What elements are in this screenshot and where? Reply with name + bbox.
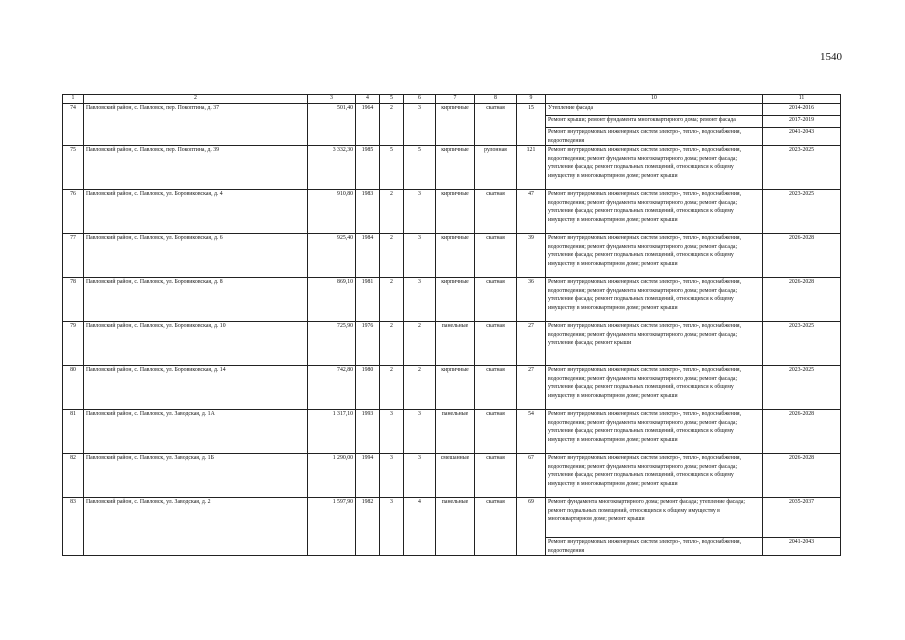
row-number: 76	[63, 190, 84, 234]
work-period-cell: 2041-2043	[763, 128, 841, 146]
address-cell: Павловский район, с. Павловск, ул. Заводская, д. 2	[84, 498, 308, 556]
column-number: 6	[404, 95, 436, 104]
area-cell: 1 317,10	[308, 410, 356, 454]
row-number: 78	[63, 278, 84, 322]
flats-count-cell: 121	[517, 146, 546, 190]
flats-count-cell: 27	[517, 322, 546, 366]
address-cell: Павловский район, с. Павловск, ул. Боровиковская, д. 6	[84, 234, 308, 278]
address-cell: Павловский район, с. Павловск, пер. Покоптина, д. 37	[84, 104, 308, 146]
column-number: 10	[546, 95, 763, 104]
row-number: 82	[63, 454, 84, 498]
floors-cell: 2	[380, 278, 404, 322]
work-description-cell: Ремонт внутридомовых инженерных систем электро-, тепло-, водоснабжения, водоотведения	[546, 538, 763, 556]
entrances-cell: 3	[404, 190, 436, 234]
work-period-cell: 2026-2028	[763, 278, 841, 322]
work-description-cell: Ремонт внутридомовых инженерных систем электро-, тепло-, водоснабжения, водоотведения; ремонт фундамента многоквартирного дома; ремонт фасада; утепление фасада; ремонт подвальных помещений, относящихся к общему имуществу в многоквартирном доме; ремонт крыши	[546, 454, 763, 498]
table-row	[63, 454, 841, 498]
entrances-cell: 3	[404, 104, 436, 146]
entrances-cell: 4	[404, 498, 436, 556]
row-number: 81	[63, 410, 84, 454]
table-row	[63, 366, 841, 410]
area-cell: 3 332,30	[308, 146, 356, 190]
work-period-cell: 2023-2025	[763, 190, 841, 234]
work-period-cell: 2023-2025	[763, 366, 841, 410]
wall-material-cell: панельные	[436, 322, 475, 366]
work-description-cell: Ремонт внутридомовых инженерных систем электро-, тепло-, водоснабжения, водоотведения; ремонт фундамента многоквартирного дома; ремонт фасада; утепление фасада; ремонт подвальных помещений, относящихся к общему имуществу в многоквартирном доме; ремонт крыши	[546, 278, 763, 322]
entrances-cell: 3	[404, 278, 436, 322]
floors-cell: 2	[380, 190, 404, 234]
row-number: 83	[63, 498, 84, 556]
entrances-cell: 2	[404, 366, 436, 410]
column-number: 7	[436, 95, 475, 104]
floors-cell: 2	[380, 234, 404, 278]
flats-count-cell: 39	[517, 234, 546, 278]
column-number: 2	[84, 95, 308, 104]
year-cell: 1964	[356, 104, 380, 146]
area-cell: 725,90	[308, 322, 356, 366]
work-description-cell: Ремонт внутридомовых инженерных систем электро-, тепло-, водоснабжения, водоотведения; ремонт фундамента многоквартирного дома; ремонт фасада; утепление фасада; ремонт подвальных помещений, относящихся к общему имуществу в многоквартирном доме; ремонт крыши	[546, 366, 763, 410]
roof-type-cell: скатная	[475, 322, 517, 366]
wall-material-cell: кирпичные	[436, 366, 475, 410]
row-number: 80	[63, 366, 84, 410]
roof-type-cell: рулонная	[475, 146, 517, 190]
row-number: 75	[63, 146, 84, 190]
table-row	[63, 410, 841, 454]
floors-cell: 3	[380, 454, 404, 498]
roof-type-cell: скатная	[475, 104, 517, 146]
entrances-cell: 3	[404, 410, 436, 454]
wall-material-cell: кирпичные	[436, 190, 475, 234]
work-period-cell: 2035-2037	[763, 498, 841, 538]
work-description-cell: Ремонт крыши; ремонт фундамента многоквартирного дома; ремонт фасада	[546, 116, 763, 128]
housing-register-table	[62, 94, 841, 556]
flats-count-cell: 67	[517, 454, 546, 498]
column-number: 5	[380, 95, 404, 104]
row-number: 79	[63, 322, 84, 366]
column-number: 11	[763, 95, 841, 104]
address-cell: Павловский район, с. Павловск, ул. Боровиковская, д. 4	[84, 190, 308, 234]
floors-cell: 2	[380, 104, 404, 146]
year-cell: 1985	[356, 146, 380, 190]
work-description-cell: Ремонт внутридомовых инженерных систем электро-, тепло-, водоснабжения, водоотведения; ремонт фундамента многоквартирного дома; ремонт фасада; утепление фасада; ремонт подвальных помещений, относящихся к общему имуществу в многоквартирном доме; ремонт крыши	[546, 410, 763, 454]
area-cell: 501,40	[308, 104, 356, 146]
column-number-row	[63, 95, 841, 104]
area-cell: 1 597,90	[308, 498, 356, 556]
year-cell: 1983	[356, 190, 380, 234]
roof-type-cell: скатная	[475, 190, 517, 234]
work-description-cell: Ремонт внутридомовых инженерных систем электро-, тепло-, водоснабжения, водоотведения; ремонт фундамента многоквартирного дома; ремонт фасада; утепление фасада; ремонт крыши	[546, 322, 763, 366]
work-description-cell: Ремонт внутридомовых инженерных систем электро-, тепло-, водоснабжения, водоотведения; ремонт фундамента многоквартирного дома; ремонт фасада; утепление фасада; ремонт подвальных помещений, относящихся к общему имуществу в многоквартирном доме; ремонт крыши	[546, 146, 763, 190]
area-cell: 869,10	[308, 278, 356, 322]
work-period-cell: 2017-2019	[763, 116, 841, 128]
row-number: 77	[63, 234, 84, 278]
work-period-cell: 2026-2028	[763, 410, 841, 454]
row-number: 74	[63, 104, 84, 146]
work-period-cell: 2023-2025	[763, 146, 841, 190]
table-row	[63, 278, 841, 322]
work-description-cell: Утепление фасада	[546, 104, 763, 116]
floors-cell: 5	[380, 146, 404, 190]
work-period-cell: 2026-2028	[763, 234, 841, 278]
address-cell: Павловский район, с. Павловск, ул. Заводская, д. 1Б	[84, 454, 308, 498]
table-row	[63, 322, 841, 366]
wall-material-cell: кирпичные	[436, 104, 475, 146]
work-description-cell: Ремонт внутридомовых инженерных систем электро-, тепло-, водоснабжения, водоотведения; ремонт фундамента многоквартирного дома; ремонт фасада; утепление фасада; ремонт подвальных помещений, относящихся к общему имуществу в многоквартирном доме; ремонт крыши	[546, 190, 763, 234]
year-cell: 1994	[356, 454, 380, 498]
year-cell: 1980	[356, 366, 380, 410]
work-period-cell: 2023-2025	[763, 322, 841, 366]
flats-count-cell: 47	[517, 190, 546, 234]
work-period-cell: 2014-2016	[763, 104, 841, 116]
roof-type-cell: скатная	[475, 278, 517, 322]
area-cell: 742,80	[308, 366, 356, 410]
roof-type-cell: скатная	[475, 454, 517, 498]
address-cell: Павловский район, с. Павловск, ул. Боровиковская, д. 8	[84, 278, 308, 322]
area-cell: 1 290,00	[308, 454, 356, 498]
address-cell: Павловский район, с. Павловск, пер. Покоптина, д. 39	[84, 146, 308, 190]
wall-material-cell: кирпичные	[436, 146, 475, 190]
table-row	[63, 104, 841, 116]
work-description-cell: Ремонт внутридомовых инженерных систем электро-, тепло-, водоснабжения, водоотведения	[546, 128, 763, 146]
year-cell: 1982	[356, 498, 380, 556]
page-number: 1540	[820, 51, 842, 63]
work-period-cell: 2026-2028	[763, 454, 841, 498]
floors-cell: 3	[380, 410, 404, 454]
flats-count-cell: 69	[517, 498, 546, 556]
flats-count-cell: 15	[517, 104, 546, 146]
table-row	[63, 234, 841, 278]
address-cell: Павловский район, с. Павловск, ул. Боровиковская, д. 10	[84, 322, 308, 366]
wall-material-cell: кирпичные	[436, 234, 475, 278]
roof-type-cell: скатная	[475, 234, 517, 278]
work-description-cell: Ремонт фундамента многоквартирного дома; ремонт фасада; утепление фасада; ремонт подвальных помещений, относящихся к общему имуществу в многоквартирном доме; ремонт крыши	[546, 498, 763, 538]
wall-material-cell: кирпичные	[436, 278, 475, 322]
floors-cell: 3	[380, 498, 404, 556]
area-cell: 925,40	[308, 234, 356, 278]
column-number: 4	[356, 95, 380, 104]
table-row	[63, 146, 841, 190]
wall-material-cell: смешанные	[436, 454, 475, 498]
column-number: 8	[475, 95, 517, 104]
year-cell: 1976	[356, 322, 380, 366]
roof-type-cell: скатная	[475, 410, 517, 454]
year-cell: 1981	[356, 278, 380, 322]
address-cell: Павловский район, с. Павловск, ул. Заводская, д. 1А	[84, 410, 308, 454]
roof-type-cell: скатная	[475, 366, 517, 410]
work-period-cell: 2041-2043	[763, 538, 841, 556]
area-cell: 910,80	[308, 190, 356, 234]
column-number: 1	[63, 95, 84, 104]
flats-count-cell: 27	[517, 366, 546, 410]
wall-material-cell: панельные	[436, 410, 475, 454]
address-cell: Павловский район, с. Павловск, ул. Боровиковская, д. 14	[84, 366, 308, 410]
entrances-cell: 3	[404, 234, 436, 278]
wall-material-cell: панельные	[436, 498, 475, 556]
floors-cell: 2	[380, 366, 404, 410]
column-number: 3	[308, 95, 356, 104]
floors-cell: 2	[380, 322, 404, 366]
entrances-cell: 3	[404, 454, 436, 498]
table-row	[63, 498, 841, 538]
roof-type-cell: скатная	[475, 498, 517, 556]
year-cell: 1984	[356, 234, 380, 278]
entrances-cell: 2	[404, 322, 436, 366]
year-cell: 1993	[356, 410, 380, 454]
flats-count-cell: 54	[517, 410, 546, 454]
flats-count-cell: 36	[517, 278, 546, 322]
entrances-cell: 5	[404, 146, 436, 190]
work-description-cell: Ремонт внутридомовых инженерных систем электро-, тепло-, водоснабжения, водоотведения; ремонт фундамента многоквартирного дома; ремонт фасада; утепление фасада; ремонт подвальных помещений, относящихся к общему имуществу в многоквартирном доме; ремонт крыши	[546, 234, 763, 278]
table-row	[63, 190, 841, 234]
column-number: 9	[517, 95, 546, 104]
